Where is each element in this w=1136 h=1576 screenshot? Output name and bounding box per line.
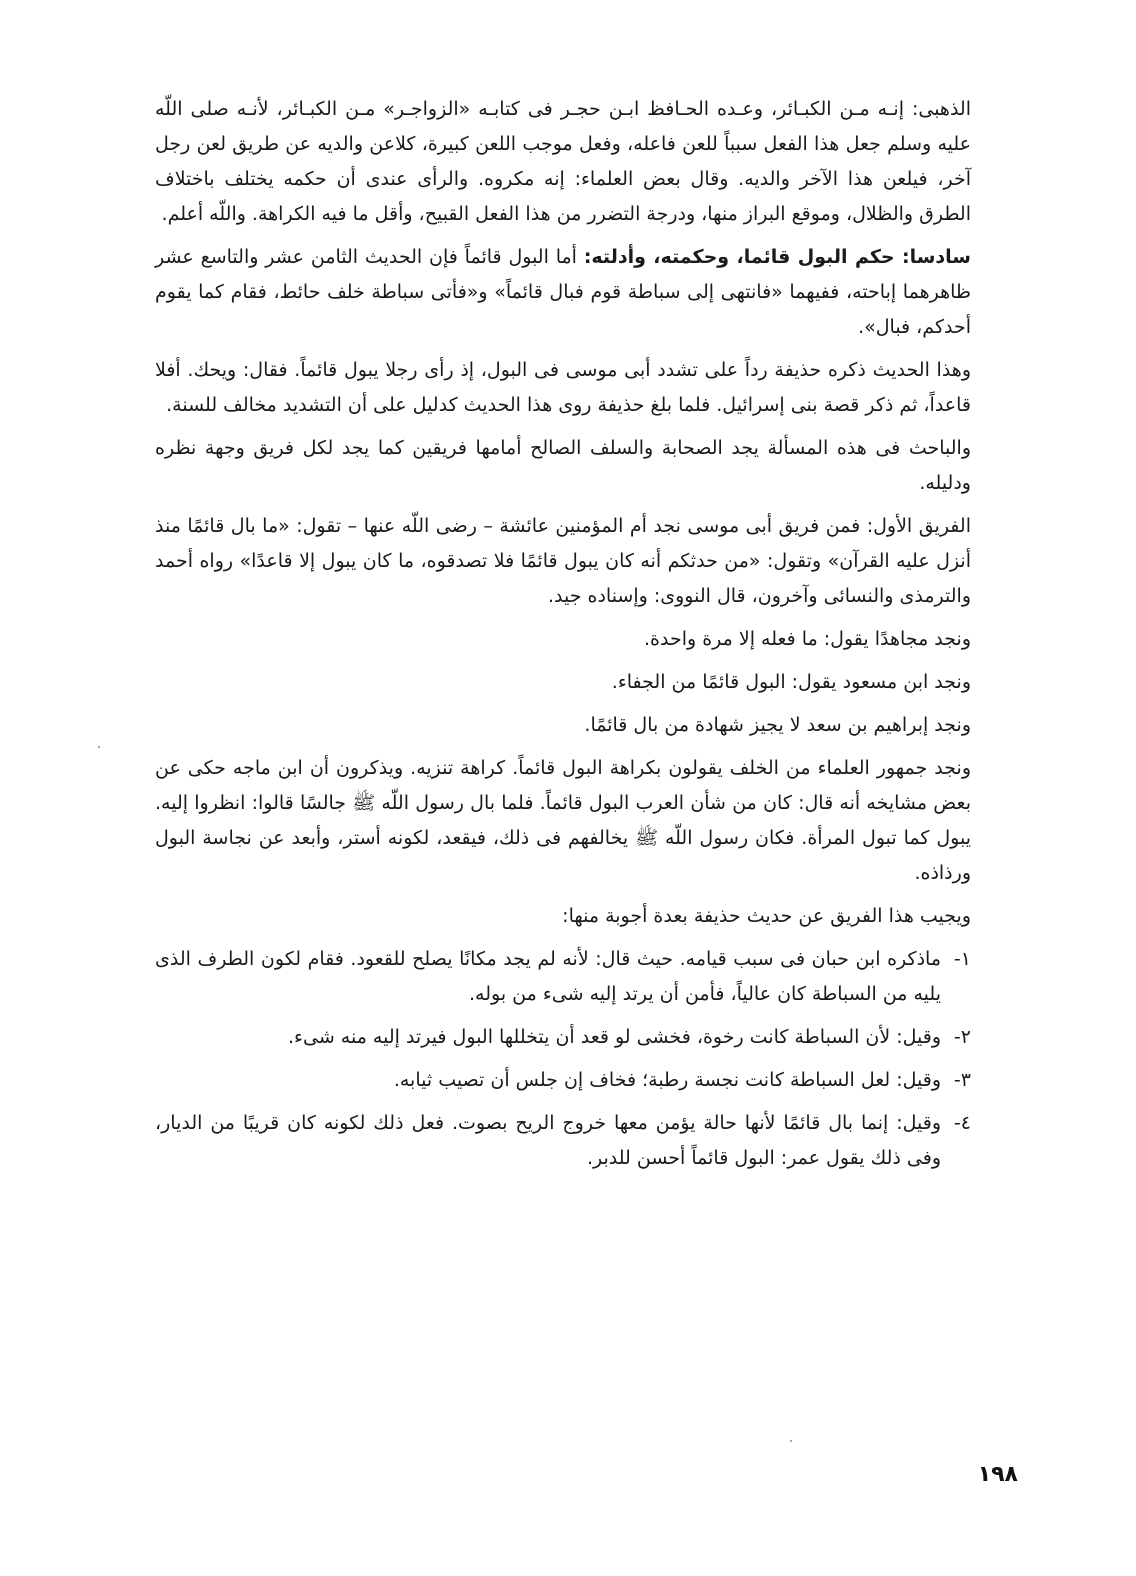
list-item — [155, 1020, 971, 1055]
page-body — [155, 92, 971, 1184]
scan-speck — [790, 1440, 792, 1442]
list-item-number: ٤- — [953, 1112, 971, 1134]
list-item-text: وقيل: لأن السباطة كانت رخوة، فخشى لو قعد أن يتخللها البول فيرتد إليه منه شىء. — [288, 1026, 941, 1048]
paragraph-10: ويجيب هذا الفريق عن حديث حذيفة بعدة أجوبة منها: — [562, 905, 971, 927]
paragraph-3: وهذا الحديث ذكره حذيفة رداً على تشدد أبى موسى فى البول، إذ رأى رجلا يبول قائماً. فقال: ويحك. أفلا قاعداً، ثم ذكر قصة بنى إسرائيل. فلما بلغ حذيفة روى هذا الحديث كدليل على أن التشديد مخالف للسنة. — [155, 359, 971, 416]
section-heading: سادسا: حكم البول قائما، وحكمته، وأدلته: — [583, 246, 971, 268]
paragraph-6: ونجد مجاهدًا يقول: ما فعله إلا مرة واحدة. — [644, 628, 971, 650]
list-item-number: ١- — [953, 948, 971, 970]
list-item-text: وقيل: إنما بال قائمًا لأنها حالة يؤمن معها خروج الريح بصوت. فعل ذلك لكونه كان قريبًا من الديار، وفى ذلك يقول عمر: البول قائماً أحسن للدبر. — [155, 1112, 941, 1169]
paragraph-2 — [155, 240, 971, 345]
paragraph-9: ونجد جمهور العلماء من الخلف يقولون بكراهة البول قائماً. كراهة تنزيه. ويذكرون أن ابن ماجه حكى عن بعض مشايخه أنه قال: كان من شأن العرب البول قائماً. فلما بال رسول اللّه ﷺ جالسًا قالوا: انظروا إليه. يبول كما تبول المرأة. فكان رسول اللّه ﷺ يخالفهم فى ذلك، فيقعد، لكونه أستر، وأبعد عن نجاسة البول ورذاذه. — [155, 757, 971, 884]
paragraph-7: ونجد ابن مسعود يقول: البول قائمًا من الجفاء. — [611, 671, 971, 693]
list-item — [155, 1063, 971, 1098]
scan-speck — [98, 746, 100, 748]
list-item — [155, 942, 971, 1012]
paragraph-5: الفريق الأول: فمن فريق أبى موسى نجد أم المؤمنين عائشة – رضى اللّه عنها – تقول: «ما بال قائمًا منذ أنزل عليه القرآن» وتقول: «من حدثكم أنه كان يبول قائمًا فلا تصدقوه، ما كان يبول إلا قاعدًا» رواه أحمد والترمذى والنسائى وآخرون، قال النووى: وإسناده جيد. — [155, 515, 971, 607]
list-item-text: وقيل: لعل السباطة كانت نجسة رطبة؛ فخاف إن جلس أن تصيب ثيابه. — [393, 1069, 941, 1091]
paragraph-8: ونجد إبراهيم بن سعد لا يجيز شهادة من بال قائمًا. — [584, 714, 971, 736]
list-item-text: ماذكره ابن حبان فى سبب قيامه. حيث قال: لأنه لم يجد مكانًا يصلح للقعود. فقام لكون الطرف الذى يليه من السباطة كان عالياً، فأمن أن يرتد إليه شىء من بوله. — [155, 948, 941, 1005]
paragraph-2-text: أما البول قائماً فإن الحديث الثامن عشر والتاسع عشر ظاهرهما إباحته، ففيهما «فانتهى إلى سباطة قوم فبال قائماً» و«فأتى سباطة خلف حائط، فقام كما يقوم أحدكم، فبال». — [155, 246, 971, 338]
list-item-number: ٣- — [953, 1069, 971, 1091]
paragraph-1: الذهبى: إنـه مـن الكبـائر، وعـده الحـافظ ابـن حجـر فى كتابـه «الزواجـر» مـن الكبـائر، لأنـه صلى اللّه عليه وسلم جعل هذا الفعل سبباً للعن فاعله، وفعل موجب اللعن كبيرة، كلاعن والديه عن طريق لعن رجل آخر، فيلعن هذا الآخر والديه. وقال بعض العلماء: إنه مكروه. والرأى عندى أن حكمه يختلف باختلاف الطرق والظلال، وموقع البراز منها، ودرجة التضرر من هذا الفعل القبيح، وأقل ما فيه الكراهة. واللّه أعلم. — [155, 98, 971, 225]
page-number: ١٩٨ — [977, 1462, 1018, 1487]
paragraph-4: والباحث فى هذه المسألة يجد الصحابة والسلف الصالح أمامها فريقين كما يجد لكل فريق وجهة نظره ودليله. — [155, 437, 971, 494]
list-item — [155, 1106, 971, 1176]
list-item-number: ٢- — [953, 1026, 971, 1048]
